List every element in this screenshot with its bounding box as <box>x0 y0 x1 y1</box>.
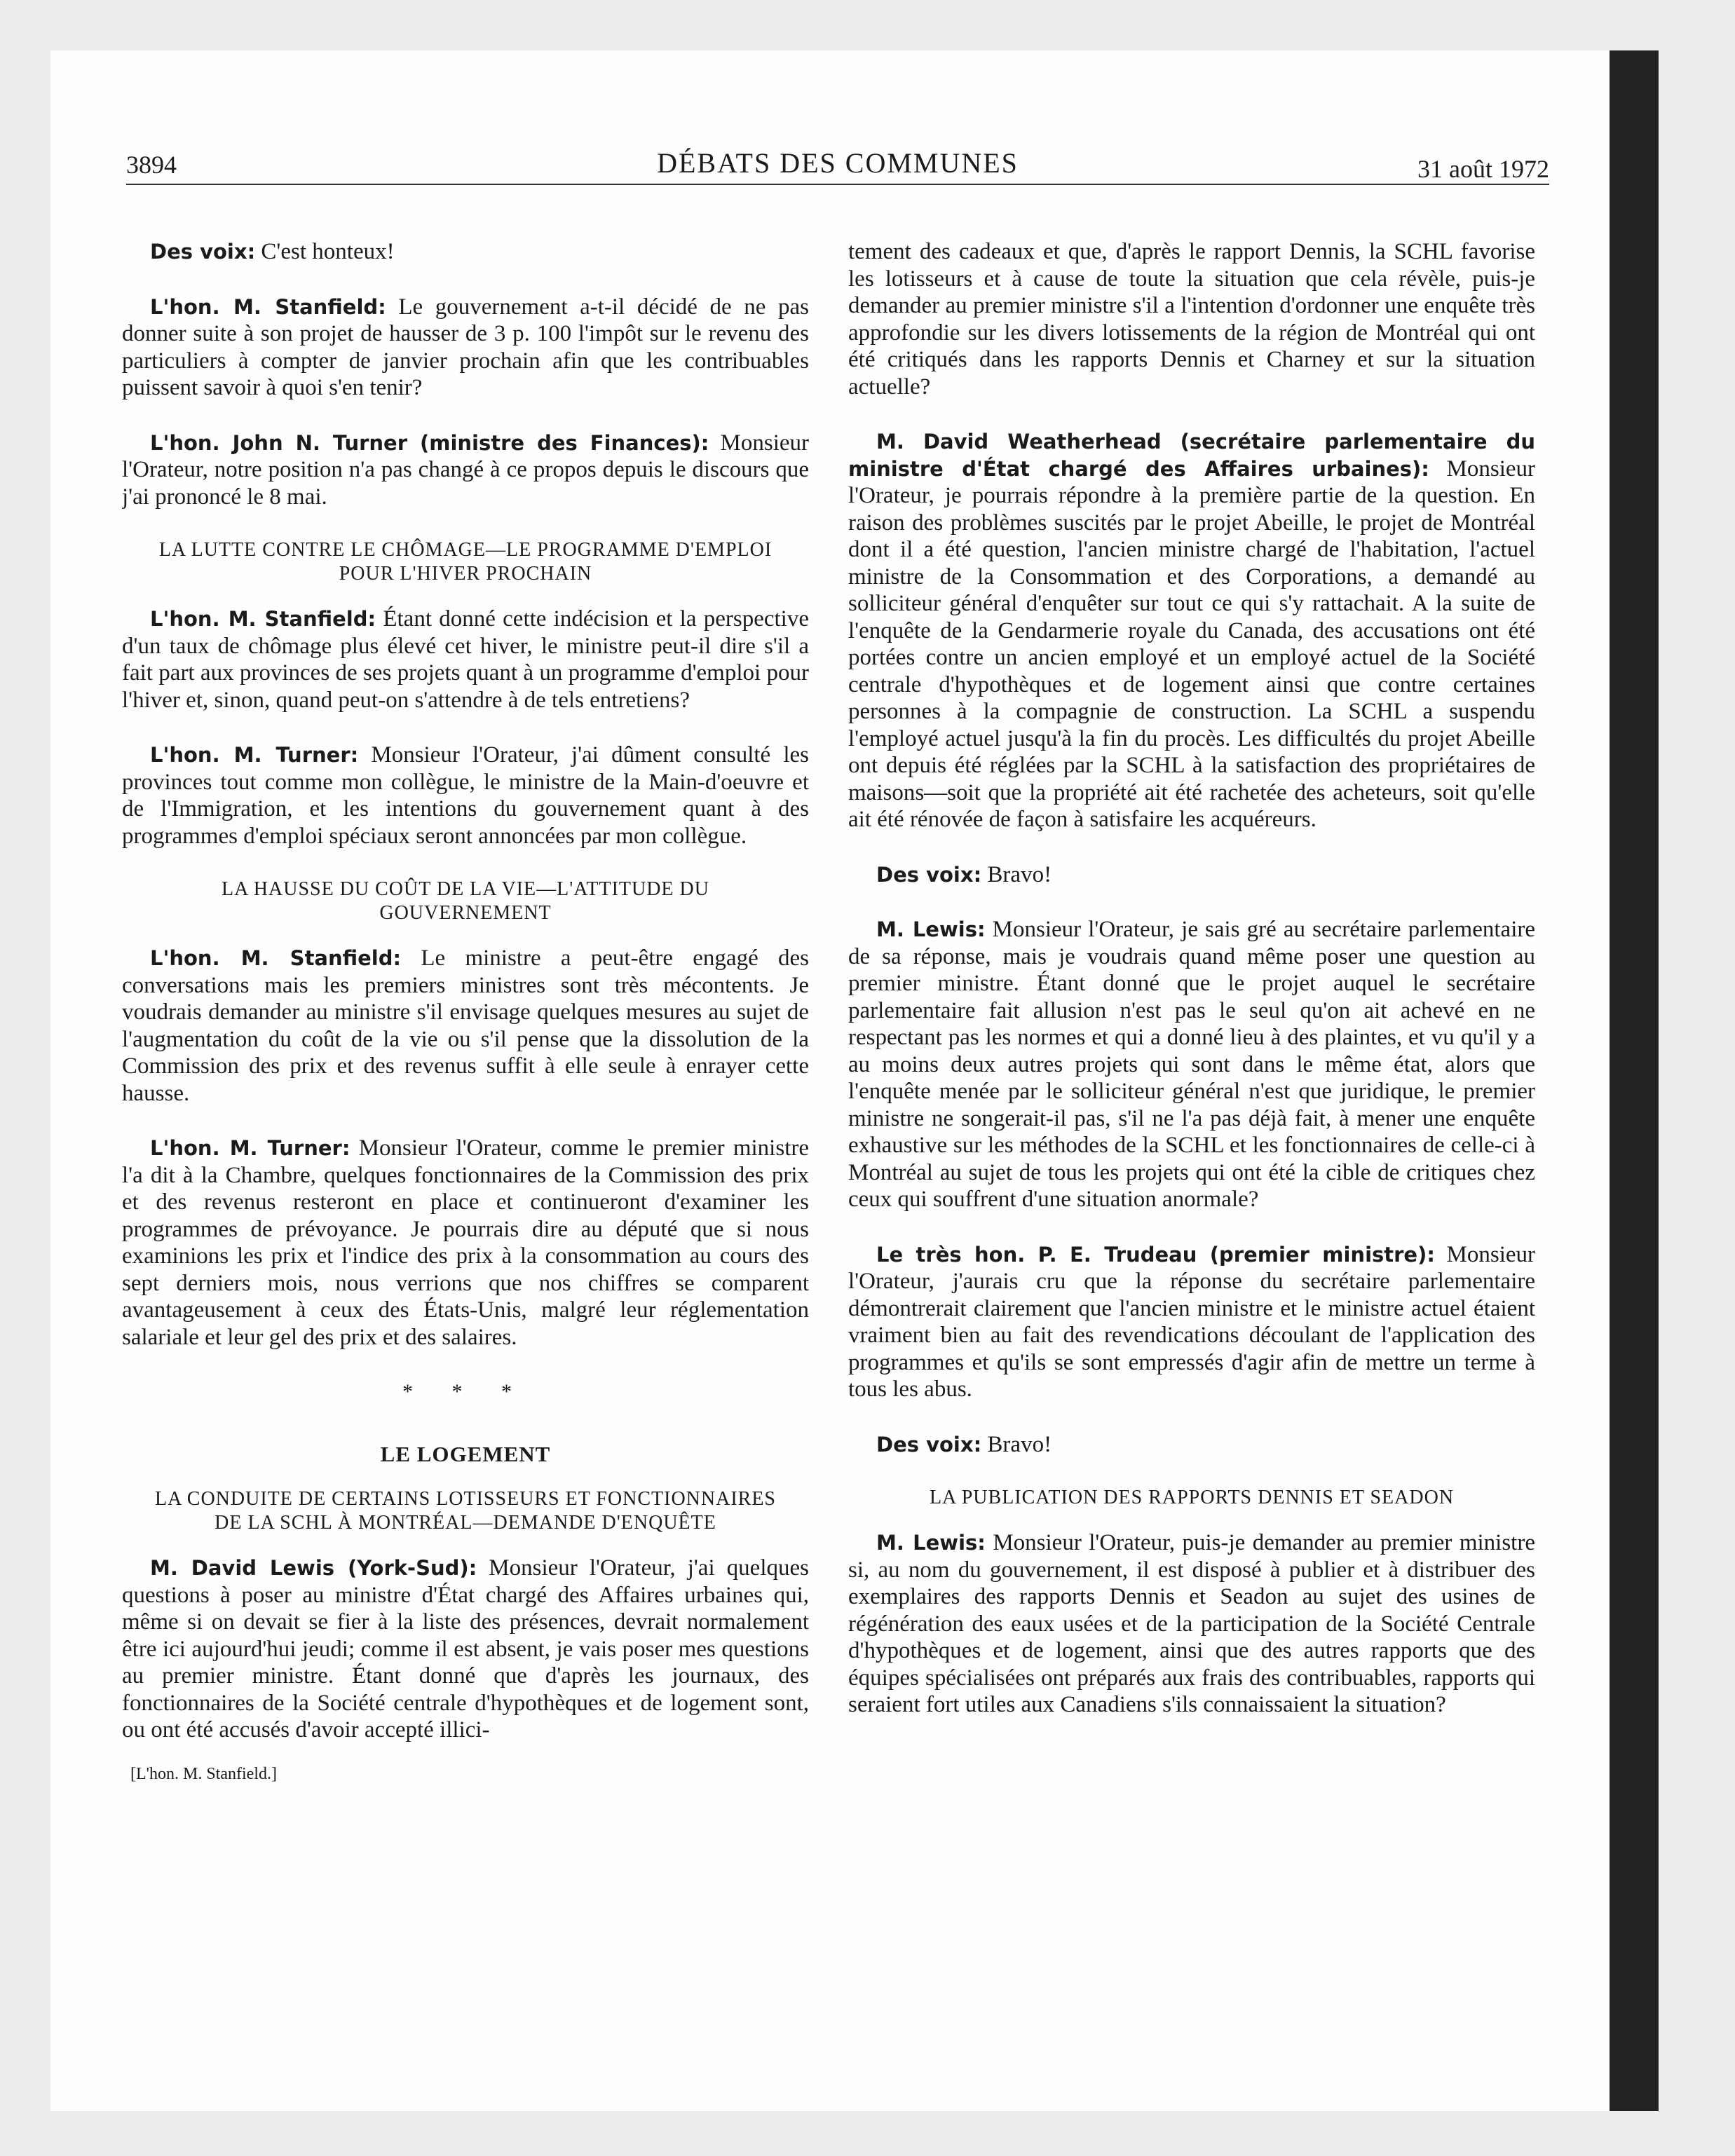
speech-text: Monsieur l'Orateur, j'ai quelques questions à poser au ministre d'État chargé des Affaires urbaines qui, même si on devait se fier à la liste des présences, devrait normalement être ici aujourd'hui jeudi; comme il est absent, je vais poser mes questions au premier ministre. Étant donné que d'après les journaux, des fonctionnaires de la Société centrale d'hypothèques et de logement sont, ou ont été accusés d'avoir accepté illici- <box>122 1555 809 1742</box>
speaker-name: Le très hon. P. E. Trudeau (premier ministre): <box>876 1242 1435 1267</box>
paragraph <box>848 861 1535 889</box>
paragraph <box>122 606 809 714</box>
left-column <box>122 238 809 2033</box>
speech-text: Le gouvernement a-t-il décidé de ne pas donner suite à son projet de hausser de 3 p. 100 l'impôt sur le revenu des particuliers à compter de janvier prochain afin que les contribuables puissent savoir à quoi s'en tenir? <box>122 294 809 400</box>
paragraph <box>122 294 809 402</box>
journal-title: DÉBATS DES COMMUNES <box>657 147 1019 179</box>
speaker-name: Des voix: <box>876 1432 982 1456</box>
subsection-heading: LA LUTTE CONTRE LE CHÔMAGE—LE PROGRAMME D'EMPLOI POUR L'HIVER PROCHAIN <box>158 539 773 585</box>
speech-text: Monsieur l'Orateur, je sais gré au secrétaire parlementaire de sa réponse, mais je voudrais quand même poser une question au premier ministre. Étant donné que le projet auquel le secrétaire parlementaire fait allusion n'est pas le seul qu'on ait achevé en ne respectant pas les normes et qui a donné lieu à des plaintes, et vu qu'il y a au moins deux autres projets qui sont dans le même état, alors que l'enquête menée par le solliciteur général n'est que juridique, le premier ministre ne songerait-il pas, s'il ne l'a pas déjà fait, à mener une enquête exhaustive sur les méthodes de la SCHL et les fonctionnaires de celle-ci à Montréal au sujet de tous les projets qui ont été la cible de critiques chez ceux qui souffrent d'une situation anormale? <box>848 917 1535 1212</box>
paragraph <box>122 742 809 850</box>
subsection-heading: LA PUBLICATION DES RAPPORTS DENNIS ET SEADON <box>929 1487 1455 1508</box>
paragraph <box>848 238 1535 400</box>
subsection-heading: LA CONDUITE DE CERTAINS LOTISSEURS ET FONCTIONNAIRES DE LA SCHL À MONTRÉAL—DEMANDE D'ENQUÊTE <box>154 1488 776 1534</box>
section-title: LE LOGEMENT <box>380 1441 551 1466</box>
speaker-name: Des voix: <box>876 862 982 887</box>
speaker-name: M. Lewis: <box>876 917 986 941</box>
speech-text: Monsieur l'Orateur, je pourrais répondre à la première partie de la question. En raison des problèmes suscités par le projet Abeille, le projet de Montréal dont il a été question, l'ancien ministre chargé de l'habitation, l'actuel ministre de la Consommation et des Corporations, a demandé au solliciteur général d'enquêter sur tout ce qui s'y rattachait. A la suite de l'enquête de la Gendarmerie royale du Canada, des accusations ont été portées contre un ancien employé et un employé actuel de la Société centrale d'hypothèques et de logement ainsi que contre certaines personnes à la compagnie de construction. La SCHL a suspendu l'employé actuel jusqu'à la fin du procès. Les difficultés du projet Abeille ont depuis été réglées par la SCHL à la satisfaction des propriétaires de maisons—soit que la propriété ait été rachetée des acheteurs, soit qu'elle ait été rénovée de façon à satisfaire les acquéreurs. <box>848 456 1535 832</box>
subsection-heading: LA HAUSSE DU COÛT DE LA VIE—L'ATTITUDE DU GOUVERNEMENT <box>222 878 709 924</box>
right-column <box>848 238 1535 2033</box>
speech-text: Bravo! <box>981 861 1052 887</box>
page-header <box>126 144 1549 185</box>
paragraph <box>848 1529 1535 1719</box>
paragraph <box>122 1555 809 1744</box>
page-number: 3894 <box>126 151 177 179</box>
speaker-name: Des voix: <box>150 240 256 264</box>
speaker-name: M. Lewis: <box>876 1531 986 1555</box>
footer-reference: [L'hon. M. Stanfield.] <box>130 1764 277 1783</box>
paragraph <box>848 428 1535 833</box>
speaker-name: M. David Weatherhead (secrétaire parlementaire du ministre d'État chargé des Affaires urbaines): <box>848 430 1535 481</box>
speech-text: Monsieur l'Orateur, notre position n'a pas changé à ce propos depuis le discours que j'ai prononcé le 8 mai. <box>122 430 809 510</box>
paragraph <box>122 1135 809 1351</box>
paragraph <box>122 430 809 511</box>
paragraph <box>848 916 1535 1213</box>
speaker-name: L'hon. M. Stanfield: <box>150 607 376 631</box>
paragraph <box>122 238 809 266</box>
paragraph <box>122 945 809 1107</box>
issue-date: 31 août 1972 <box>1417 155 1549 183</box>
speaker-name: L'hon. M. Stanfield: <box>150 294 386 319</box>
paragraph <box>848 1431 1535 1459</box>
speech-text: tement des cadeaux et que, d'après le rapport Dennis, la SCHL favorise les lotisseurs et à cause de toute la situation que cela révèle, puis-je demander au premier ministre s'il a l'intention d'ordonner une enquête très approfondie sur les divers lotissements de la région de Montréal qui ont été critiqués dans les rapports Dennis et Charney et sur la situation actuelle? <box>848 239 1535 400</box>
speech-text: Bravo! <box>981 1431 1052 1457</box>
speech-text: Monsieur l'Orateur, j'ai dûment consulté les provinces tout comme mon collègue, le ministre de la Main-d'oeuvre et de l'Immigration, et les intentions du gouvernement quant à des programmes d'emploi spéciaux seront annoncées par mon collègue. <box>122 742 809 849</box>
speech-text: Monsieur l'Orateur, comme le premier ministre l'a dit à la Chambre, quelques fonctionnaires de la Commission des prix et des revenus resteront en place et continueront d'examiner les programmes de prévoyance. Je pourrais dire au député que si nous examinions les prix et l'indice des prix à la consommation au cours des sept derniers mois, nous verrions que nos chiffres se comparent avantageusement à ceux des États-Unis, malgré leur réglementation salariale et leur gel des prix et des salaires. <box>122 1135 809 1350</box>
paragraph <box>848 1241 1535 1403</box>
speaker-name: L'hon. John N. Turner (ministre des Finances): <box>150 430 709 455</box>
speech-text: Le ministre a peut-être engagé des conversations mais les premiers ministres sont très mécontents. Je voudrais demander au ministre s'il envisage quelques mesures au sujet de l'augmentation du coût de la vie ou s'il pense que la dissolution de la Commission des prix et des revenus suffit à elle seule à enrayer cette hausse. <box>122 946 809 1106</box>
speech-text: Étant donné cette indécision et la perspective d'un taux de chômage plus élevé cet hiver, le ministre peut-il dire s'il a fait part aux provinces de ses projets quant à un programme d'emploi pour l'hiver et, sinon, quand peut-on s'attendre à de tels entretiens? <box>122 606 809 713</box>
speech-text: Monsieur l'Orateur, puis-je demander au premier ministre si, au nom du gouvernement, il est disposé à publier et à distribuer des exemplaires des rapports Dennis et Seadon au sujet des usines de régénération des eaux usées et de la participation de la Société Centrale d'hypothèques et de logement, ainsi que des autres rapports que des équipes spécialisées ont préparés aux frais des contribuables, rapports qui seraient fort utiles aux Canadiens s'ils connaissaient la situation? <box>848 1530 1535 1717</box>
speaker-name: L'hon. M. Turner: <box>150 743 359 767</box>
speech-text: Monsieur l'Orateur, j'aurais cru que la réponse du secrétaire parlementaire démontrerait clairement que l'ancien ministre et le ministre actuel étaient vraiment bien au fait des revendications découlant de l'application des programmes et qu'ils se sont empressés d'agir afin de mettre un terme à tous les abus. <box>848 1241 1535 1402</box>
speaker-name: M. David Lewis (York-Sud): <box>150 1556 477 1580</box>
speaker-name: L'hon. M. Stanfield: <box>150 946 402 970</box>
binding-shadow <box>1610 50 1659 2111</box>
speech-text: C'est honteux! <box>255 239 395 264</box>
speaker-name: L'hon. M. Turner: <box>150 1136 351 1160</box>
section-separator: * * * <box>402 1380 529 1403</box>
